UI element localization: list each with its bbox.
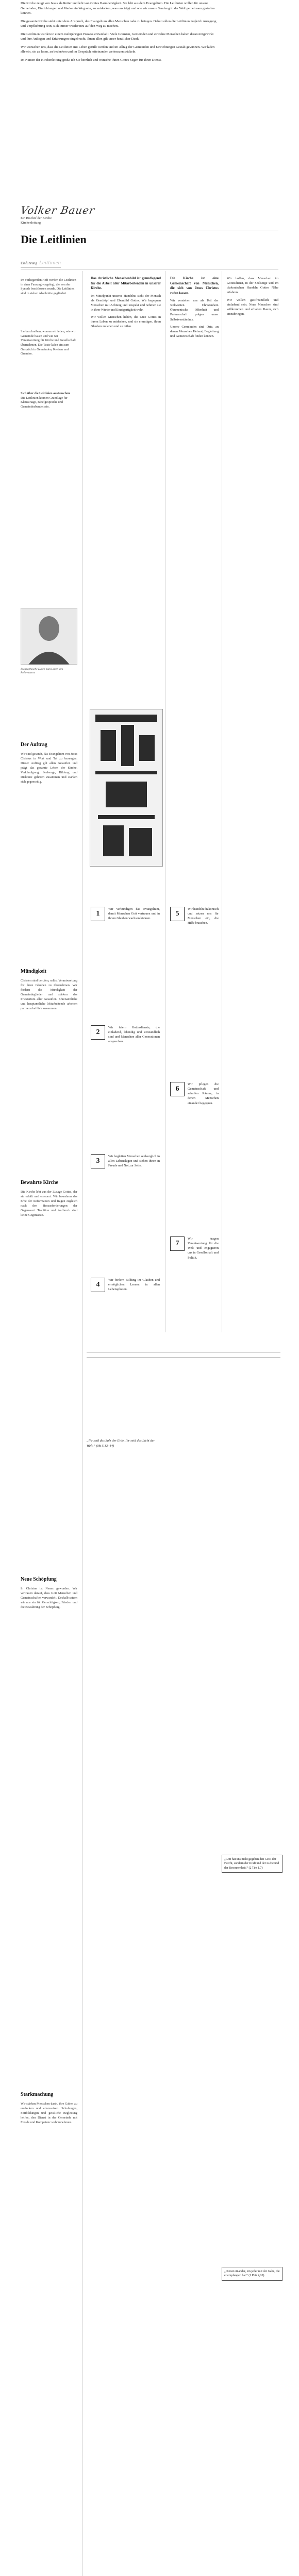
number-box: 7 (170, 1236, 185, 1251)
portrait-image (21, 608, 77, 665)
section-heading: Mündigkeit (21, 969, 47, 974)
signature-block (21, 204, 124, 226)
number-box: 2 (91, 1025, 105, 1040)
section-text: Wir stärken Menschen darin, ihre Gaben zu entdecken und einzusetzen. Schulungen, Fortbildungen und geistliche Begleitung helfen, den Dienst in der Gemeinde mit Freude und Kompetenz wahrzunehmen. (21, 2102, 77, 2124)
section-label (21, 260, 61, 267)
text-column (170, 276, 219, 341)
numbered-text: Wir verkündigen das Evangelium, damit Menschen Gott vertrauen und in ihrem Glauben wachsen können. (108, 907, 160, 921)
section-text: Wir sind gesandt, das Evangelium von Jesus Christus in Wort und Tat zu bezeugen. Dieser Auftrag gilt allen Getauften und prägt das gesamte Leben der Kirche. Verkündigung, Seelsorge, Bildung und Diakonie gehören zusammen und stärken sich gegenseitig. (21, 752, 77, 784)
signatory-name: Ein Bischof der Kirche (21, 216, 52, 220)
quote-box: „Dienet einander, ein jeder mit der Gabe, die er empfangen hat.“ (1 Petr 4,10) (222, 2267, 283, 2281)
numbered-text: Wir feiern Gottesdienste, die einladend, lebendig und verständlich sind und Menschen aller Generationen ansprechen. (108, 1026, 160, 1044)
handwritten-signature: Volker Bauer (19, 204, 96, 216)
signatory-role: Kirchenleitung (21, 221, 41, 225)
column-paragraph: Wir wollen gastfreundlich und einladend sein. Neue Menschen sind willkommen und erhalten Raum, sich einzubringen. (227, 298, 278, 316)
numbered-text: Wir handeln diakonisch und setzen uns für Menschen ein, die Hilfe brauchen. (188, 907, 219, 925)
section-heading: Bewahrte Kirche (21, 1180, 58, 1185)
aside-note (21, 392, 77, 410)
section-text: In Christus ist Neues geworden. Wir vertrauen darauf, dass Gott Menschen und Gemeinschaften verwandelt. Deshalb setzen wir uns ein für Gerechtigkeit, Frieden und die Bewahrung der Schöpfung. (21, 1587, 77, 1609)
section-label-ghost: Leitlinien (39, 260, 61, 266)
intro-paragraph: Wir wünschen uns, dass die Leitlinien mit Leben gefüllt werden und im Alltag der Gemeinden und Einrichtungen Gestalt gewinnen. Wir laden alle ein, sie zu lesen, zu bedenken und im Gespräch miteinander weiterzuentwickeln. (21, 45, 215, 54)
numbered-text: Wir tragen Verantwortung für die Welt und engagieren uns in Gesellschaft und Politik. (188, 1237, 219, 1260)
column-paragraph: Wir wollen Menschen helfen, die Güte Gottes in ihrem Leben zu entdecken, und sie ermutigen, ihren Glauben zu leben und zu teilen. (91, 315, 161, 329)
column-paragraph: Unsere Gemeinden sind Orte, an denen Menschen Heimat, Begleitung und Gemeinschaft finden können. (170, 325, 219, 338)
number-box: 6 (170, 1082, 185, 1096)
number-box: 1 (91, 907, 105, 921)
portrait-caption: Biographische Daten zum Leben des Reformators (21, 668, 63, 675)
section-label-text: Einführung (21, 261, 37, 265)
column-lede: Das christliche Menschenbild ist grundlegend für die Arbeit aller Mitarbeitenden in unserer Kirche. (91, 277, 161, 291)
column-lede: Die Kirche ist eine Gemeinschaft von Menschen, die sich von Jesus Christus rufen lassen. (170, 277, 219, 295)
numbered-text: Wir pflegen die Gemeinschaft und schaffen Räume, in denen Menschen einander begegnen. (188, 1082, 219, 1105)
numbered-text: Wir begleiten Menschen seelsorglich in allen Lebenslagen und stehen ihnen in Freude und Not zur Seite. (108, 1155, 160, 1168)
section-heading: Neue Schöpfung (21, 1577, 57, 1582)
aside-heading: Sich über die Leitlinien austauschen (21, 392, 70, 395)
column-paragraph: Wir verstehen uns als Teil der weltweiten Christenheit. Ökumenische Offenheit und Partnerschaft prägen unser Selbstverständnis. (170, 299, 219, 321)
intro-paragraph: Im Namen der Kirchenleitung grüße ich Sie herzlich und wünsche Ihnen Gottes Segen für Ihren Dienst. (21, 58, 162, 62)
decorative-frame (87, 1352, 280, 1358)
quote-box: „Gott hat uns nicht gegeben den Geist der Furcht, sondern der Kraft und der Liebe und der Besonnenheit.“ (2 Tim 1,7) (222, 1855, 283, 1873)
number-box: 4 (91, 1278, 105, 1292)
bible-quote: „Ihr seid das Salz der Erde. Ihr seid das Licht der Welt.“ (Mt 5,13–14) (87, 1439, 155, 1448)
text-column (227, 276, 278, 319)
text-column (91, 276, 161, 331)
aside-text: Im vorliegenden Heft werden die Leitlinien in einer Fassung vorgelegt, die von der Synode beschlossen wurde. Die Leitlinien sind in sieben Abschnitte gegliedert. (21, 278, 76, 296)
numbered-text: Wir fördern Bildung im Glauben und ermöglichen Lernen in allen Lebensphasen. (108, 1278, 160, 1292)
column-paragraph: Wir hoffen, dass Menschen im Gottesdienst, in der Seelsorge und im diakonischen Handeln Gottes Nähe erfahren. (227, 277, 278, 295)
aside-note (21, 330, 77, 357)
aside-note (21, 278, 77, 296)
aside-text: Sie beschreiben, woraus wir leben, wie wir Gemeinde bauen und wie wir Verantwortung für Kirche und Gesellschaft übernehmen. Die Texte laden ein zum Gespräch in Gemeinden, Kreisen und Gremien. (21, 330, 76, 356)
number-box: 3 (91, 1154, 105, 1168)
intro-paragraph: Die Kirche zeugt von Jesus als Retter und lebt von Gottes Barmherzigkeit. Sie lebt aus dem Evangelium. Die Leitlinien wollen für unsere Gemeinden, Einrichtungen und Werke ein Weg sein, zu entdecken, was uns trägt und wie wir unsere Sendung in der Welt gemeinsam gestalten können. (21, 2, 215, 15)
page-title: Die Leitlinien (21, 233, 87, 246)
intro-text (21, 1, 217, 65)
section-text: Die Kirche lebt aus der Zusage Gottes, der sie erhält und erneuert. Wir bewahren das Erbe der Reformation und fragen zugleich nach den Herausforderungen der Gegenwart. Tradition und Aufbruch sind keine Gegensätze. (21, 1190, 77, 1217)
section-text: Christen sind berufen, selbst Verantwortung für ihren Glauben zu übernehmen. Wir fördern die Mündigkeit der Gemeindeglieder und stärken das Priestertum aller Getauften. Ehrenamtliche und hauptamtliche Mitarbeitende arbeiten partnerschaftlich zusammen. (21, 979, 77, 1010)
aside-text: Die Leitlinien können Grundlage für Klausurtage, Bibelgespräche und Gemeindeabende sein. (21, 396, 68, 409)
intro-paragraph: Die Leitlinien wurden in einem mehrjährigen Prozess entwickelt. Viele Gremien, Gemeinden und einzelne Menschen haben daran mitgewirkt und ihre Anliegen und Erfahrungen eingebracht. Ihnen allen gilt unser herzlicher Dank. (21, 32, 214, 41)
column-paragraph: Im Mittelpunkt unseres Handelns steht der Mensch als Geschöpf und Ebenbild Gottes. Wir begegnen Menschen mit Achtung und Respekt und nehmen sie in ihrer Würde und Einzigartigkeit wahr. (91, 294, 161, 312)
number-box: 5 (170, 907, 185, 921)
section-heading: Starkmachung (21, 2092, 54, 2097)
woodcut-illustration (90, 709, 163, 867)
section-heading: Der Auftrag (21, 742, 47, 748)
intro-paragraph: Die gesamte Kirche steht unter dem Anspruch, das Evangelium allen Menschen nahe zu bringen. Daher sollen die Leitlinien zugleich Anregung und Verpflichtung sein, sich immer wieder neu auf den Weg zu machen. (21, 19, 217, 28)
column-rule (82, 271, 83, 2576)
